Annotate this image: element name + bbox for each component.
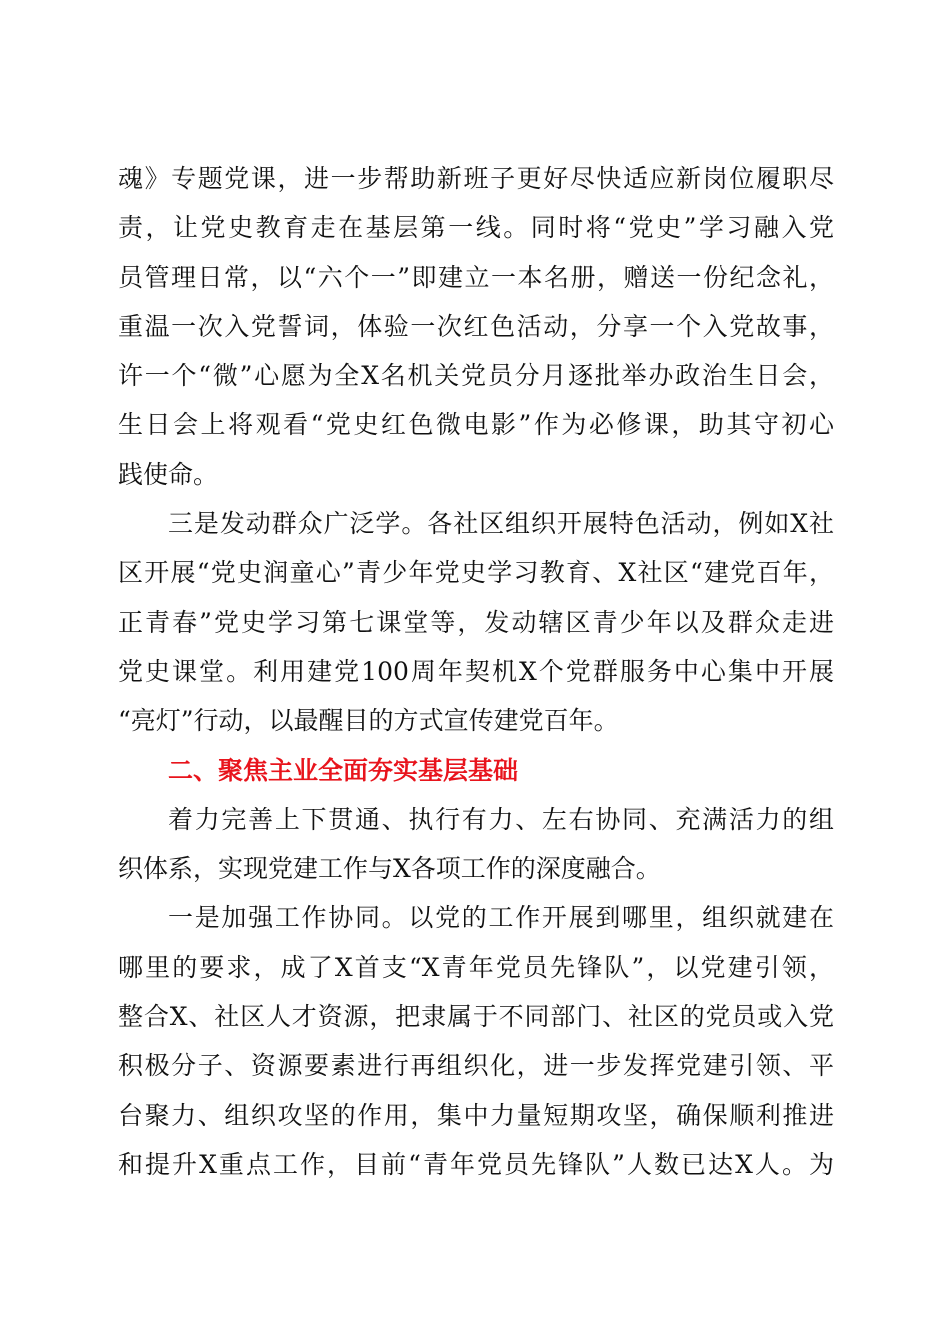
text-line: 区开展“党史润童心”青少年党史学习教育、X社区“建党百年， [118,558,834,588]
text-line: 和提升X重点工作，目前“青年党员先锋队”人数已达X人。为 [118,1149,834,1179]
text-line: 正青春”党史学习第七课堂等，发动辖区青少年以及群众走进 [118,607,834,637]
paragraph [118,893,834,1189]
text-line: 魂》专题党课，进一步帮助新班子更好尽快适应新岗位履职尽 [118,164,834,193]
text-line: 哪里的要求，成了X首支“X青年党员先锋队”，以党建引领， [118,952,834,982]
text-line: 践使命。 [118,459,219,489]
paragraph [118,154,834,499]
text-line: 责，让党史教育走在基层第一线。同时将“党史”学习融入党 [118,213,834,243]
section-heading: 二、聚焦主业全面夯实基层基础 [168,755,519,785]
text-line: 织体系，实现党建工作与X各项工作的深度融合。 [118,854,661,884]
text-line: 党史课堂。利用建党100周年契机X个党群服务中心集中开展 [118,656,834,686]
text-line: 台聚力、组织攻坚的作用，集中力量短期攻坚，确保顺利推进 [118,1100,834,1130]
text-line: 三是发动群众广泛学。各社区组织开展特色活动，例如X社 [168,509,834,539]
paragraph [118,499,834,745]
text-line: 着力完善上下贯通、执行有力、左右协同、充满活力的组 [168,804,834,834]
text-line: 积极分子、资源要素进行再组织化，进一步发挥党建引领、平 [118,1051,834,1081]
text-line: 整合X、社区人才资源，把隶属于不同部门、社区的党员或入党 [118,1002,834,1032]
text-line: “亮灯”行动，以最醒目的方式宣传建党百年。 [118,706,619,736]
text-line: 生日会上将观看“党史红色微电影”作为必修课，助其守初心 [118,410,834,440]
text-line: 一是加强工作协同。以党的工作开展到哪里，组织就建在 [168,903,834,933]
text-line: 重温一次入党誓词，体验一次红色活动，分享一个入党故事， [118,311,834,341]
text-line: 员管理日常，以“六个一”即建立一本名册，赠送一份纪念礼， [118,262,834,292]
paragraph [118,795,834,894]
document-body [118,154,834,1189]
text-line: 许一个“微”心愿为全X名机关党员分月逐批举办政治生日会， [118,361,834,391]
